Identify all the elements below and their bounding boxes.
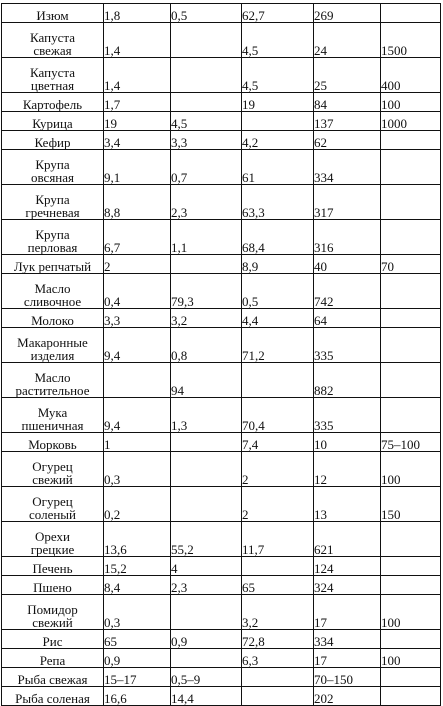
value-cell-col5	[381, 398, 441, 433]
table-row	[2, 363, 441, 398]
food-name-cell	[2, 649, 104, 668]
food-name-cell	[2, 131, 104, 150]
table-row	[2, 58, 441, 93]
value-cell-col2: 14,4	[171, 687, 242, 706]
table-row	[2, 595, 441, 630]
value-cell-col3: 72,8	[242, 630, 314, 649]
value-cell-col2: 55,2	[171, 522, 242, 557]
value-cell-col4: 17	[314, 595, 381, 630]
value-cell-col5	[381, 668, 441, 687]
food-name-line: перловая	[27, 240, 78, 255]
value-cell-col4: 40	[314, 255, 381, 274]
value-cell-col2: 0,9	[171, 630, 242, 649]
food-name-cell	[2, 328, 104, 363]
food-name-cell	[2, 595, 104, 630]
food-name-line: Капуста	[30, 65, 75, 80]
value-cell-col1: 19	[104, 112, 171, 131]
table-row	[2, 220, 441, 255]
value-cell-col3: 71,2	[242, 328, 314, 363]
food-name-cell	[2, 398, 104, 433]
value-cell-col1: 0,3	[104, 452, 171, 487]
value-cell-col2: 1,3	[171, 398, 242, 433]
value-cell-col5	[381, 328, 441, 363]
value-cell-col4: 13	[314, 487, 381, 522]
table-row	[2, 4, 441, 23]
value-cell-col2	[171, 487, 242, 522]
value-cell-col2: 4,5	[171, 112, 242, 131]
food-name-line: Крупа	[35, 157, 70, 172]
value-cell-col1: 13,6	[104, 522, 171, 557]
table-row	[2, 487, 441, 522]
value-cell-col4: 137	[314, 112, 381, 131]
value-cell-col1: 0,4	[104, 274, 171, 309]
food-name-cell	[2, 274, 104, 309]
food-name-line: Крупа	[35, 227, 70, 242]
food-name-line: Крупа	[35, 192, 70, 207]
food-name-cell	[2, 687, 104, 706]
value-cell-col3: 2	[242, 452, 314, 487]
value-cell-col4: 316	[314, 220, 381, 255]
value-cell-col2	[171, 93, 242, 112]
table-row	[2, 93, 441, 112]
value-cell-col1: 6,7	[104, 220, 171, 255]
food-name-line: пшеничная	[21, 418, 84, 433]
table-row	[2, 433, 441, 452]
value-cell-col1	[104, 363, 171, 398]
value-cell-col5	[381, 630, 441, 649]
value-cell-col2: 0,7	[171, 150, 242, 185]
food-name-line: Рыба соленая	[15, 691, 90, 706]
value-cell-col2: 2,3	[171, 576, 242, 595]
food-name-line: цветная	[30, 78, 75, 93]
food-name-line: свежий	[32, 615, 73, 630]
value-cell-col3: 7,4	[242, 433, 314, 452]
value-cell-col1: 0,3	[104, 595, 171, 630]
food-name-cell	[2, 452, 104, 487]
value-cell-col1: 9,4	[104, 398, 171, 433]
value-cell-col5: 100	[381, 595, 441, 630]
food-name-line: Рис	[42, 634, 63, 649]
value-cell-col5: 150	[381, 487, 441, 522]
food-name-line: изделия	[30, 348, 75, 363]
value-cell-col4: 84	[314, 93, 381, 112]
value-cell-col4: 334	[314, 150, 381, 185]
table-row	[2, 522, 441, 557]
value-cell-col2: 3,2	[171, 309, 242, 328]
food-name-line: Капуста	[30, 30, 75, 45]
value-cell-col3: 0,5	[242, 274, 314, 309]
value-cell-col3: 70,4	[242, 398, 314, 433]
value-cell-col3: 19	[242, 93, 314, 112]
value-cell-col2: 0,5	[171, 4, 242, 23]
food-name-cell	[2, 93, 104, 112]
value-cell-col4: 17	[314, 649, 381, 668]
value-cell-col1: 8,4	[104, 576, 171, 595]
food-name-line: Картофель	[22, 97, 83, 112]
food-name-line: Помидор	[27, 602, 78, 617]
value-cell-col3: 62,7	[242, 4, 314, 23]
value-cell-col4: 70–150	[314, 668, 381, 687]
value-cell-col2: 0,8	[171, 328, 242, 363]
value-cell-col4: 25	[314, 58, 381, 93]
table-row	[2, 274, 441, 309]
food-name-line: Кефир	[34, 135, 71, 150]
value-cell-col2	[171, 255, 242, 274]
value-cell-col4: 202	[314, 687, 381, 706]
table-row	[2, 452, 441, 487]
value-cell-col2: 2,3	[171, 185, 242, 220]
value-cell-col4: 10	[314, 433, 381, 452]
value-cell-col1: 3,4	[104, 131, 171, 150]
value-cell-col4: 64	[314, 309, 381, 328]
table-row	[2, 185, 441, 220]
value-cell-col1: 1,4	[104, 23, 171, 58]
table-row	[2, 131, 441, 150]
value-cell-col3: 4,4	[242, 309, 314, 328]
value-cell-col5: 100	[381, 452, 441, 487]
value-cell-col4: 324	[314, 576, 381, 595]
value-cell-col3: 4,5	[242, 23, 314, 58]
value-cell-col4: 12	[314, 452, 381, 487]
value-cell-col3	[242, 363, 314, 398]
value-cell-col1: 0,2	[104, 487, 171, 522]
food-name-line: растительное	[15, 383, 90, 398]
value-cell-col1: 65	[104, 630, 171, 649]
value-cell-col4: 269	[314, 4, 381, 23]
value-cell-col4: 882	[314, 363, 381, 398]
table-row	[2, 649, 441, 668]
value-cell-col4: 742	[314, 274, 381, 309]
value-cell-col4: 621	[314, 522, 381, 557]
food-name-line: Макаронные	[17, 335, 88, 350]
value-cell-col2: 4	[171, 557, 242, 576]
food-name-line: Курица	[32, 116, 73, 131]
value-cell-col3	[242, 557, 314, 576]
value-cell-col5	[381, 687, 441, 706]
food-name-cell	[2, 255, 104, 274]
table-row	[2, 309, 441, 328]
table-row	[2, 668, 441, 687]
value-cell-col2	[171, 452, 242, 487]
value-cell-col1: 1,4	[104, 58, 171, 93]
value-cell-col4: 62	[314, 131, 381, 150]
food-name-line: свежая	[33, 43, 72, 58]
value-cell-col5: 75–100	[381, 433, 441, 452]
value-cell-col2: 94	[171, 363, 242, 398]
food-name-cell	[2, 576, 104, 595]
food-name-cell	[2, 185, 104, 220]
food-name-cell	[2, 220, 104, 255]
value-cell-col1: 0,9	[104, 649, 171, 668]
nutrition-table	[1, 3, 441, 706]
table-row	[2, 150, 441, 185]
food-name-cell	[2, 557, 104, 576]
value-cell-col1: 1,8	[104, 4, 171, 23]
food-name-cell	[2, 668, 104, 687]
table-row	[2, 328, 441, 363]
value-cell-col3: 6,3	[242, 649, 314, 668]
value-cell-col3: 4,2	[242, 131, 314, 150]
value-cell-col3: 61	[242, 150, 314, 185]
value-cell-col5	[381, 522, 441, 557]
food-name-cell	[2, 522, 104, 557]
food-name-cell	[2, 112, 104, 131]
value-cell-col5	[381, 131, 441, 150]
food-name-line: сливочное	[23, 294, 82, 309]
value-cell-col5	[381, 363, 441, 398]
value-cell-col5	[381, 150, 441, 185]
value-cell-col5	[381, 274, 441, 309]
food-name-line: Рыба свежая	[17, 672, 88, 687]
value-cell-col1: 1	[104, 433, 171, 452]
value-cell-col1: 15,2	[104, 557, 171, 576]
food-name-line: Масло	[34, 281, 71, 296]
food-name-line: Изюм	[36, 8, 69, 23]
value-cell-col3: 11,7	[242, 522, 314, 557]
food-name-line: Орехи	[35, 529, 70, 544]
food-name-line: свежий	[32, 472, 73, 487]
value-cell-col2	[171, 649, 242, 668]
food-name-line: Мука	[37, 405, 68, 420]
value-cell-col3: 3,2	[242, 595, 314, 630]
value-cell-col1: 2	[104, 255, 171, 274]
value-cell-col4: 334	[314, 630, 381, 649]
value-cell-col5: 1500	[381, 23, 441, 58]
table-body	[2, 4, 441, 706]
food-name-line: Морковь	[28, 437, 77, 452]
table-row	[2, 23, 441, 58]
food-name-cell	[2, 433, 104, 452]
value-cell-col5	[381, 4, 441, 23]
table-row	[2, 576, 441, 595]
value-cell-col5	[381, 185, 441, 220]
value-cell-col2	[171, 433, 242, 452]
food-name-line: Молоко	[31, 313, 74, 328]
value-cell-col2: 1,1	[171, 220, 242, 255]
value-cell-col3: 2	[242, 487, 314, 522]
table-row	[2, 557, 441, 576]
value-cell-col5	[381, 220, 441, 255]
table-row	[2, 112, 441, 131]
value-cell-col2: 3,3	[171, 131, 242, 150]
food-name-line: Пшено	[33, 580, 72, 595]
value-cell-col3: 8,9	[242, 255, 314, 274]
food-name-cell	[2, 23, 104, 58]
food-name-line: овсяная	[30, 170, 75, 185]
value-cell-col3: 68,4	[242, 220, 314, 255]
value-cell-col2: 0,5–9	[171, 668, 242, 687]
table-row	[2, 687, 441, 706]
value-cell-col2	[171, 58, 242, 93]
value-cell-col5	[381, 557, 441, 576]
food-name-line: соленый	[28, 507, 76, 522]
value-cell-col1: 9,1	[104, 150, 171, 185]
value-cell-col3: 63,3	[242, 185, 314, 220]
food-name-line: Лук репчатый	[13, 259, 92, 274]
food-name-line: Репа	[39, 653, 66, 668]
value-cell-col1: 1,7	[104, 93, 171, 112]
value-cell-col4: 317	[314, 185, 381, 220]
table-row	[2, 630, 441, 649]
value-cell-col1: 16,6	[104, 687, 171, 706]
value-cell-col4: 335	[314, 328, 381, 363]
value-cell-col5: 1000	[381, 112, 441, 131]
value-cell-col1: 15–17	[104, 668, 171, 687]
food-name-line: Печень	[32, 561, 73, 576]
food-name-cell	[2, 58, 104, 93]
value-cell-col3	[242, 112, 314, 131]
value-cell-col2: 79,3	[171, 274, 242, 309]
value-cell-col1: 3,3	[104, 309, 171, 328]
table-row	[2, 398, 441, 433]
food-name-line: гречневая	[25, 205, 80, 220]
value-cell-col2	[171, 23, 242, 58]
value-cell-col5	[381, 309, 441, 328]
value-cell-col4: 335	[314, 398, 381, 433]
value-cell-col4: 24	[314, 23, 381, 58]
food-name-cell	[2, 363, 104, 398]
value-cell-col4: 124	[314, 557, 381, 576]
food-name-line: грецкие	[30, 542, 75, 557]
value-cell-col5: 100	[381, 93, 441, 112]
value-cell-col2	[171, 595, 242, 630]
value-cell-col3	[242, 687, 314, 706]
food-name-cell	[2, 150, 104, 185]
value-cell-col1: 9,4	[104, 328, 171, 363]
value-cell-col3	[242, 668, 314, 687]
food-name-line: Огурец	[32, 459, 73, 474]
value-cell-col3: 4,5	[242, 58, 314, 93]
value-cell-col1: 8,8	[104, 185, 171, 220]
table-row	[2, 255, 441, 274]
value-cell-col5	[381, 576, 441, 595]
food-name-cell	[2, 630, 104, 649]
food-name-line: Масло	[34, 370, 71, 385]
food-name-cell	[2, 487, 104, 522]
value-cell-col5: 70	[381, 255, 441, 274]
value-cell-col5: 100	[381, 649, 441, 668]
value-cell-col3: 65	[242, 576, 314, 595]
value-cell-col5: 400	[381, 58, 441, 93]
food-name-cell	[2, 4, 104, 23]
food-name-cell	[2, 309, 104, 328]
food-name-line: Огурец	[32, 494, 73, 509]
